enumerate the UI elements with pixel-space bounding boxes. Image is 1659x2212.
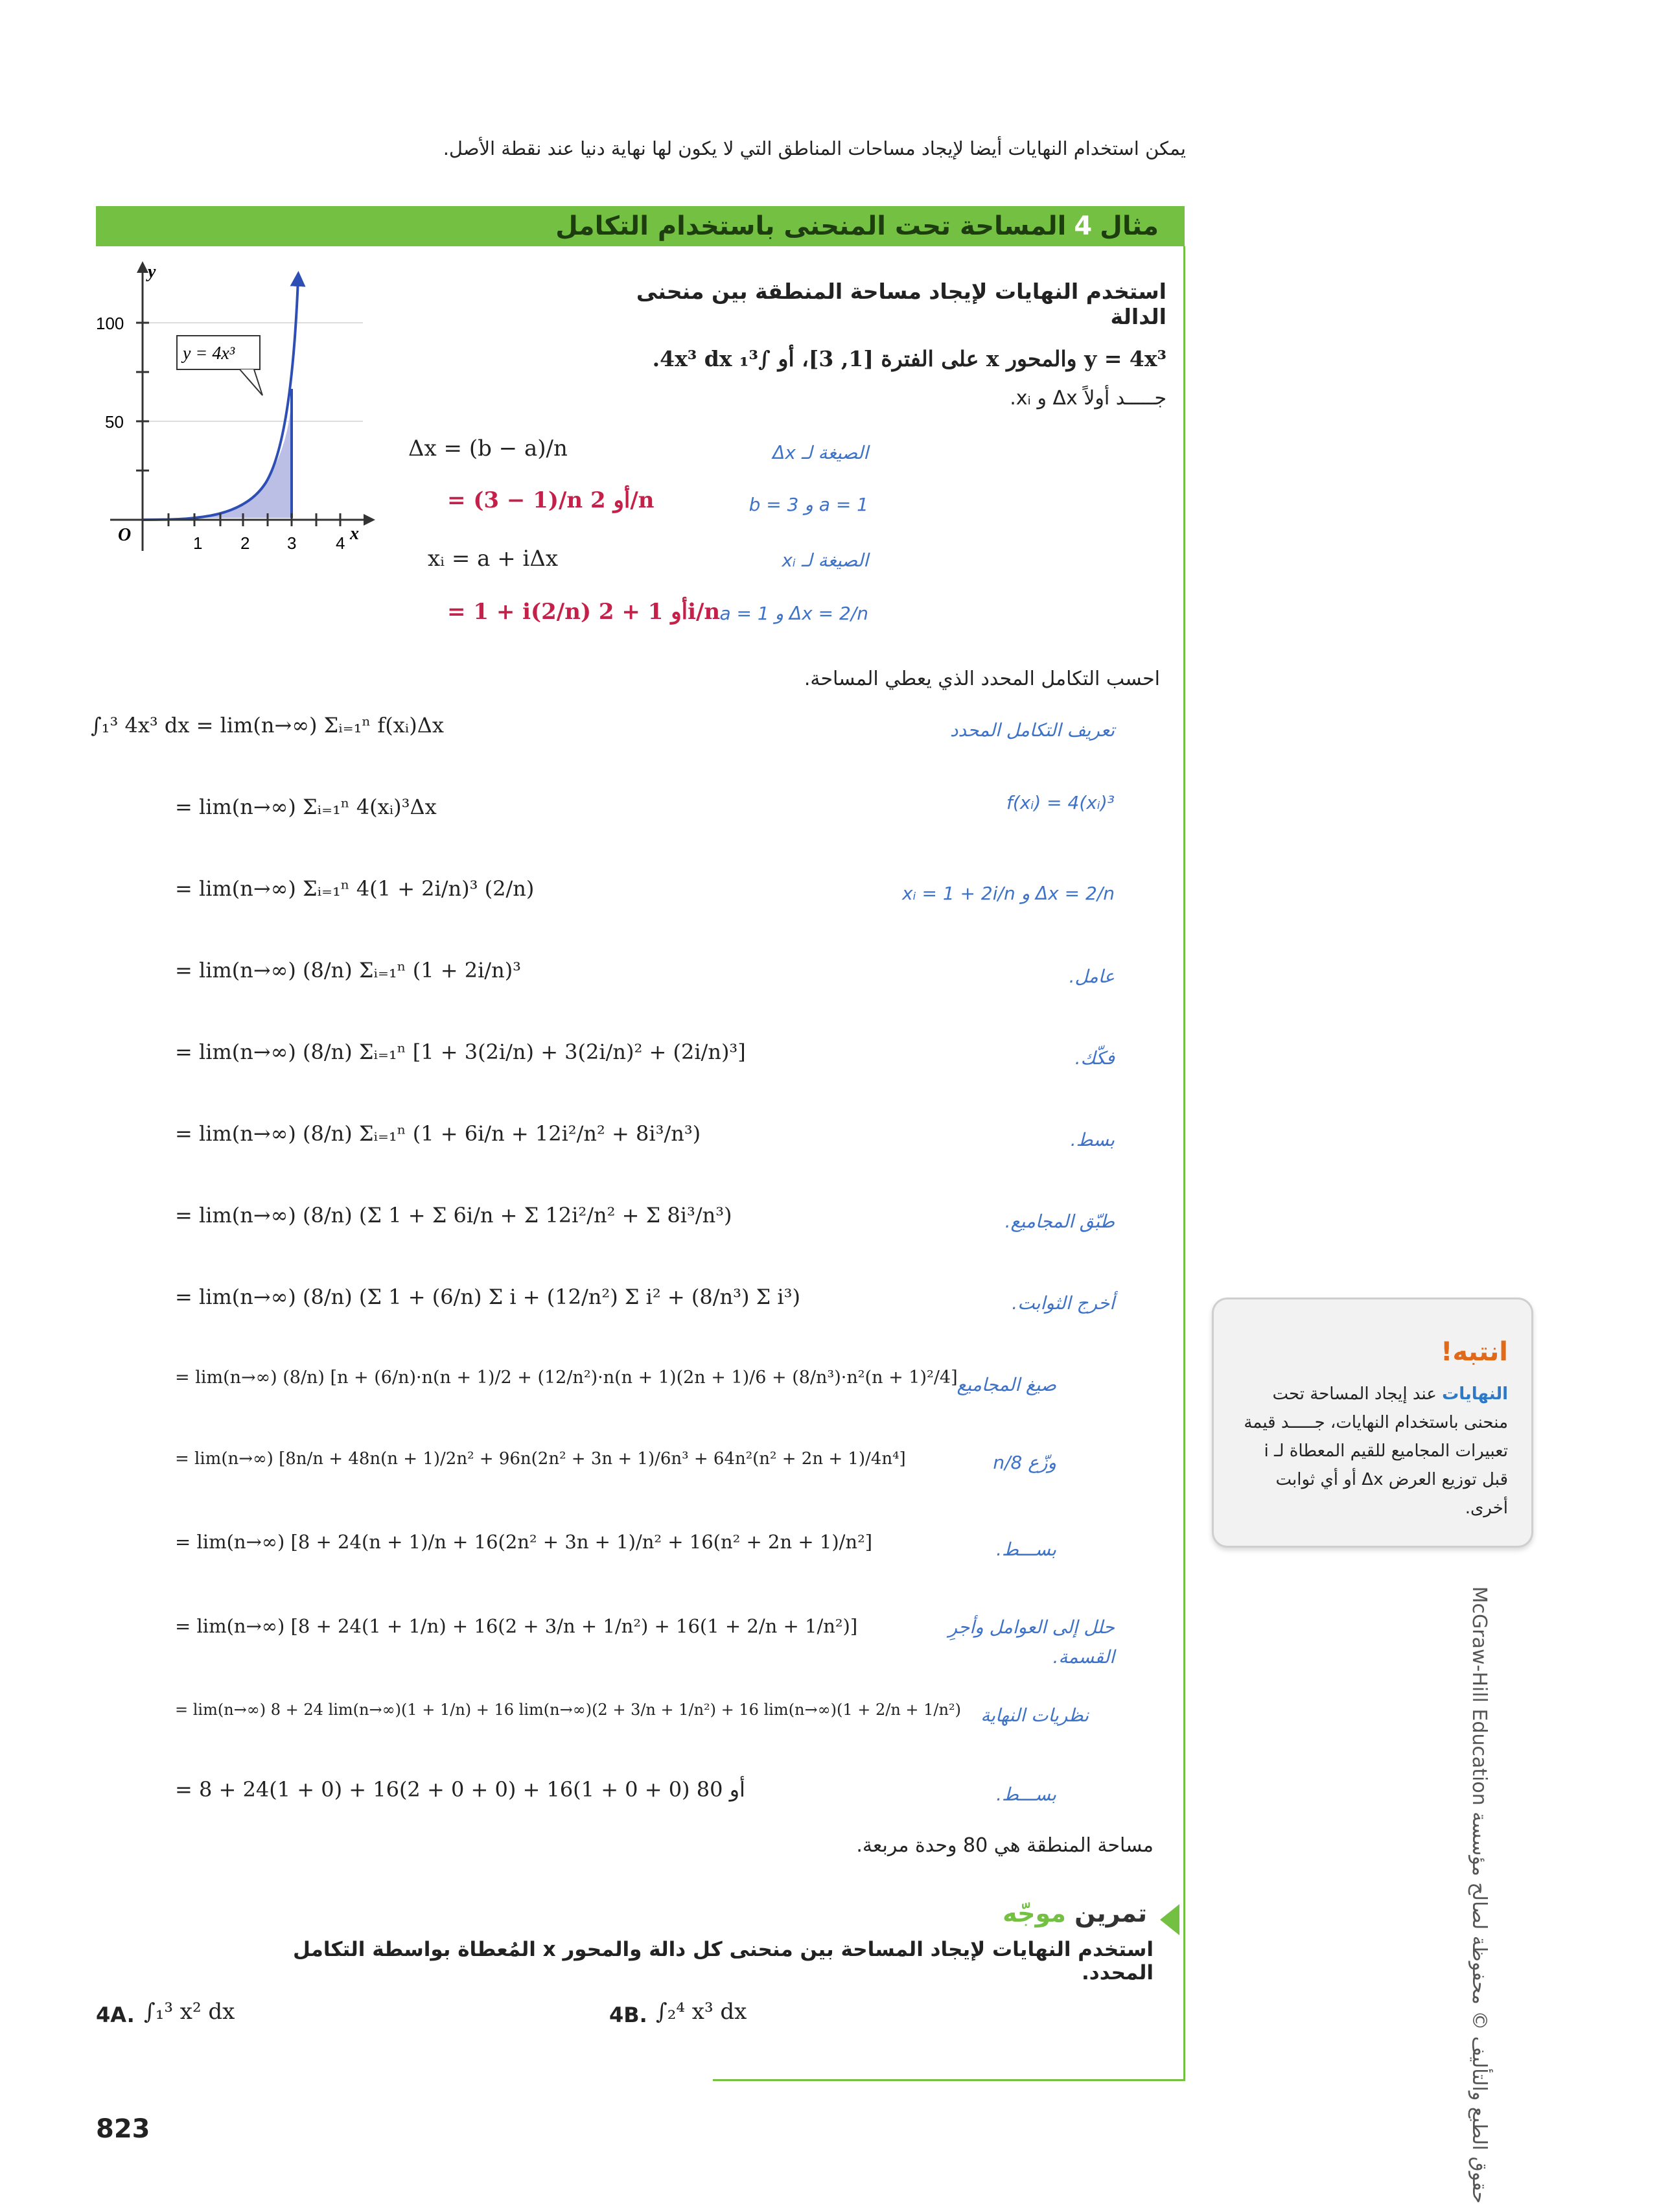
- practice-item-4b-label: 4B.: [609, 2003, 647, 2027]
- step-13-math: = lim(n→∞) 8 + 24 lim(n→∞)(1 + 1/n) + 16 lim(n→∞)(2 + 3/n + 1/n²) + 16 lim(n→∞)(1 + 2/n + 1/n²): [175, 1701, 961, 1719]
- step-5-note: فكّك.: [1074, 1047, 1115, 1069]
- page-number: 823: [96, 2114, 150, 2144]
- y-tick-50: 50: [105, 412, 124, 432]
- step-14-note: بســـط.: [996, 1784, 1056, 1805]
- warning-highlight: النهايات: [1442, 1384, 1508, 1404]
- step-5-math: = lim(n→∞) (8/n) Σᵢ₌₁ⁿ [1 + 3(2i/n) + 3(2i/n)² + (2i/n)³]: [175, 1040, 746, 1064]
- function-label-pointer: [240, 369, 262, 395]
- example-box-bottom-border: [713, 2079, 1185, 2081]
- x-tick-2: 2: [240, 533, 250, 553]
- warning-title: انتبه!: [1441, 1337, 1508, 1367]
- function-graph: [84, 259, 389, 564]
- example-number: 4: [1074, 211, 1093, 241]
- step-4-note: عامل.: [1069, 966, 1115, 987]
- practice-arrow-icon: [1160, 1904, 1179, 1935]
- practice-instruction: استخدم النهايات لإيجاد المساحة بين منحنى كل دالة والمحور x المُعطاة بواسطة التكامل المحدد.: [292, 1938, 1154, 1985]
- y-axis-label: y: [148, 262, 156, 282]
- delta-x-formula: Δx = (b − a)/n: [408, 436, 568, 461]
- xi-value-note: Δx = 2/n و a = 1: [719, 603, 868, 624]
- copyright-side-text: حقوق الطبع والتأليف © محفوظة لصالح مؤسسة McGraw-Hill Education: [1468, 1586, 1491, 2204]
- warning-text: عند إيجاد المساحة تحت منحنى باستخدام النهايات، جـــــد قيمة تعبيرات المجاميع للقيم المعطاة لـ i قبل توزيع العرض Δx أو أي ثوابت أخرى.: [1244, 1384, 1508, 1518]
- function-label: y = 4x³: [183, 343, 235, 364]
- delta-x-value: = (3 − 1)/n أو 2/n: [447, 487, 655, 513]
- step-2-math: = lim(n→∞) Σᵢ₌₁ⁿ 4(xᵢ)³Δx: [175, 795, 437, 819]
- step-2-note: f(xᵢ) = 4(xᵢ)³: [1006, 792, 1115, 813]
- intro-text: يمكن استخدام النهايات أيضا لإيجاد مساحات المناطق التي لا يكون لها نهاية دنيا عند نقطة الأصل.: [443, 137, 1186, 159]
- step-3-note: Δx = 2/n و xᵢ = 1 + 2i/n: [902, 883, 1115, 904]
- practice-item-4a-expr: ∫₁³ x² dx: [144, 1999, 235, 2025]
- conclusion-text: مساحة المنطقة هي 80 وحدة مربعة.: [856, 1834, 1154, 1857]
- step-1-note: تعريف التكامل المحدد: [949, 719, 1115, 741]
- instruction-line-1: استخدم النهايات لإيجاد مساحة المنطقة بين منحنى الدالة: [636, 279, 1166, 329]
- step-12-note: حلل إلى العوامل وأجرِ القسمة.: [948, 1616, 1115, 1668]
- origin-label: O: [118, 525, 132, 545]
- practice-item-4b-expr: ∫₂⁴ x³ dx: [656, 1999, 747, 2025]
- step-7-math: = lim(n→∞) (8/n) (Σ 1 + Σ 6i/n + Σ 12i²/n² + Σ 8i³/n³): [175, 1203, 732, 1228]
- step-8-note: أخرج الثوابت.: [1012, 1292, 1115, 1314]
- xi-value: = 1 + i(2/n) أو 1 + 2i/n: [447, 599, 721, 625]
- example-title: المساحة تحت المنحنى باستخدام التكامل: [555, 211, 1067, 241]
- xi-formula-note: الصيغة لـ xᵢ: [782, 550, 868, 571]
- step-1-math: ∫₁³ 4x³ dx = lim(n→∞) Σᵢ₌₁ⁿ f(xᵢ)Δx: [91, 713, 444, 738]
- instruction-line-2: y = 4x³ والمحور x على الفترة [1, 3]، أو ∫₁³ 4x³ dx.: [652, 346, 1166, 371]
- delta-x-formula-note: الصيغة لـ Δx: [772, 442, 868, 463]
- example-box-border: [1183, 246, 1185, 2080]
- x-axis-label: x: [350, 524, 359, 544]
- x-tick-3: 3: [287, 533, 297, 553]
- example-label: مثال: [1100, 211, 1159, 241]
- example-heading: [555, 211, 1159, 241]
- step-14-math: = 8 + 24(1 + 0) + 16(2 + 0 + 0) + 16(1 + 0 + 0) أو 80: [175, 1777, 745, 1802]
- step-8-math: = lim(n→∞) (8/n) (Σ 1 + (6/n) Σ i + (12/n²) Σ i² + (8/n³) Σ i³): [175, 1285, 800, 1309]
- step-6-math: = lim(n→∞) (8/n) Σᵢ₌₁ⁿ (1 + 6i/n + 12i²/n² + 8i³/n³): [175, 1121, 701, 1146]
- practice-item-4a-label: 4A.: [96, 2003, 135, 2027]
- y-tick-100: 100: [96, 314, 124, 333]
- step-7-note: طبّق المجاميع.: [1004, 1211, 1115, 1232]
- instruction-line-3: جـــــد أولاً Δx و xᵢ.: [1010, 387, 1166, 410]
- x-tick-4: 4: [336, 533, 345, 553]
- step-9-math: = lim(n→∞) (8/n) [n + (6/n)·n(n + 1)/2 + (12/n²)·n(n + 1)(2n + 1)/6 + (8/n³)·n²(n + 1)²/4]: [175, 1368, 958, 1388]
- x-tick-1: 1: [193, 533, 203, 553]
- step-11-math: = lim(n→∞) [8 + 24(n + 1)/n + 16(2n² + 3n + 1)/n² + 16(n² + 2n + 1)/n²]: [175, 1531, 873, 1553]
- example-instruction: [583, 279, 1166, 410]
- practice-title-a: تمرين: [1074, 1899, 1147, 1927]
- step-11-note: بســـط.: [996, 1539, 1056, 1560]
- step-12-math: = lim(n→∞) [8 + 24(1 + 1/n) + 16(2 + 3/n + 1/n²) + 16(1 + 2/n + 1/n²)]: [175, 1615, 858, 1637]
- step-13-note: نظريات النهاية: [980, 1705, 1089, 1726]
- step-9-note: صيغ المجاميع: [957, 1374, 1056, 1395]
- delta-x-value-note: a = 1 و b = 3: [748, 494, 868, 515]
- example-banner: [96, 206, 1185, 246]
- step-4-math: = lim(n→∞) (8/n) Σᵢ₌₁ⁿ (1 + 2i/n)³: [175, 958, 521, 983]
- practice-title-b: موجّه: [1003, 1899, 1066, 1927]
- step-6-note: بسط.: [1070, 1129, 1115, 1150]
- step-10-note: وزّع 8/n: [993, 1452, 1056, 1473]
- step-3-math: = lim(n→∞) Σᵢ₌₁ⁿ 4(1 + 2i/n)³ (2/n): [175, 876, 535, 901]
- practice-title: [842, 1899, 1147, 1927]
- compute-text: احسب التكامل المحدد الذي يعطي المساحة.: [804, 668, 1160, 690]
- xi-formula: xᵢ = a + iΔx: [428, 546, 559, 572]
- step-10-math: = lim(n→∞) [8n/n + 48n(n + 1)/2n² + 96n(2n² + 3n + 1)/6n³ + 64n²(n² + 2n + 1)/4n⁴]: [175, 1449, 906, 1469]
